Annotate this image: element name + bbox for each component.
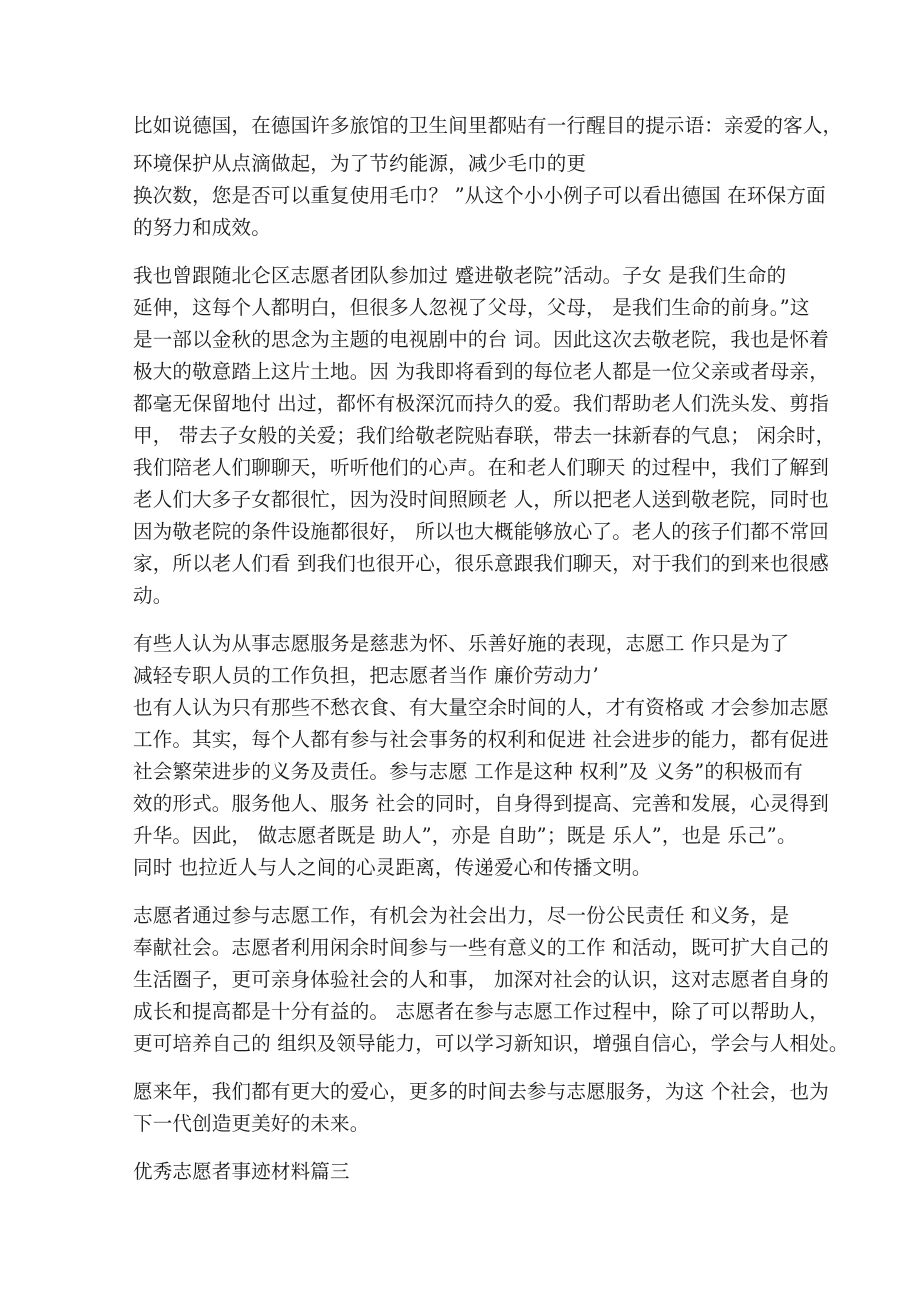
text-line: 老人们大多子女都很忙，因为没时间照顾老 人，所以把老人送到敬老院，同时也 xyxy=(133,488,829,511)
text-line: 极大的敬意踏上这片土地。因 为我即将看到的每位老人都是一位父亲或者母亲， xyxy=(133,360,829,383)
text-line: 效的形式。服务他人、服务 社会的同时，自身得到提高、完善和发展，心灵得到 xyxy=(133,792,829,815)
text-line: 都毫无保留地付 出过，都怀有极深沉而持久的爱。我们帮助老人们洗头发、剪指 xyxy=(133,392,829,415)
text-line: 比如说德国，在德国许多旅馆的卫生间里都贴有一行醒目的提示语：亲爱的客人， xyxy=(133,114,843,137)
text-line: 奉献社会。志愿者利用闲余时间参与一些有意义的工作 和活动，既可扩大自己的 xyxy=(133,936,829,959)
text-line: 志愿者通过参与志愿工作，有机会为社会出力，尽一份公民责任 和义务，是 xyxy=(133,904,790,927)
text-line: 工作。其实，每个人都有参与社会事务的权利和促进 社会进步的能力，都有促进 xyxy=(133,728,829,751)
text-line: 是一部以金秋的思念为主题的电视剧中的台 词。因此这次去敬老院，我也是怀着 xyxy=(133,328,829,351)
text-line: 社会繁荣进步的义务及责任。参与志愿 工作是这种 权利”及 义务”的积极而有 xyxy=(133,760,803,783)
text-line: 家，所以老人们看 到我们也很开心，很乐意跟我们聊天，对于我们的到来也很感 xyxy=(133,552,829,575)
text-line: 延伸，这每个人都明白，但很多人忽视了父母，父母， 是我们生命的前身。”这 xyxy=(133,296,810,319)
text-line: 生活圈子，更可亲身体验社会的人和事， 加深对社会的认识，这对志愿者自身的 xyxy=(133,968,829,991)
text-line: 也有人认为只有那些不愁衣食、有大量空余时间的人，才有资格或 才会参加志愿 xyxy=(133,696,829,719)
text-line: 的努力和成效。 xyxy=(133,216,271,239)
text-line: 我们陪老人们聊聊天，听听他们的心声。在和老人们聊天 的过程中，我们了解到 xyxy=(133,456,829,479)
text-line: 愿来年，我们都有更大的爱心，更多的时间去参与志愿服务，为这 个社会，也为 xyxy=(133,1080,829,1103)
text-line: 换次数，您是否可以重复使用毛巾？ ”从这个小小例子可以看出德国 在环保方面 xyxy=(133,184,826,207)
text-line: 动。 xyxy=(133,584,173,607)
text-line: 甲， 带去子女般的关爱；我们给敬老院贴春联，带去一抹新春的气息； 闲余时， xyxy=(133,424,836,447)
section-heading: 优秀志愿者事迹材料篇三 xyxy=(133,1160,350,1183)
text-line: 升华。因此， 做志愿者既是 助人”，亦是 自助”；既是 乐人”，也是 乐己”。 xyxy=(133,824,797,847)
text-line: 成长和提高都是十分有益的。 志愿者在参与志愿工作过程中，除了可以帮助人， xyxy=(133,1000,829,1023)
text-line: 更可培养自己的 组织及领导能力，可以学习新知识，增强自信心，学会与人相处。 xyxy=(133,1032,849,1055)
text-line: 我也曾跟随北仑区志愿者团队参加过 蹙进敬老院”活动。子女 是我们生命的 xyxy=(133,264,787,287)
text-line: 减轻专职人员的工作负担，把志愿者当作 廉价劳动力’ xyxy=(133,664,599,687)
text-line: 有些人认为从事志愿服务是慈悲为怀、乐善好施的表现，志愿工 作只是为了 xyxy=(133,632,790,655)
text-line: 因为敬老院的条件设施都很好， 所以也大概能够放心了。老人的孩子们都不常回 xyxy=(133,520,829,543)
text-line: 环境保护从点滴做起，为了节约能源，减少毛巾的更 xyxy=(133,152,587,175)
text-line: 同时 也拉近人与人之间的心灵距离，传递爱心和传播文明。 xyxy=(133,856,652,879)
text-line: 下一代创造更美好的未来。 xyxy=(133,1112,370,1135)
